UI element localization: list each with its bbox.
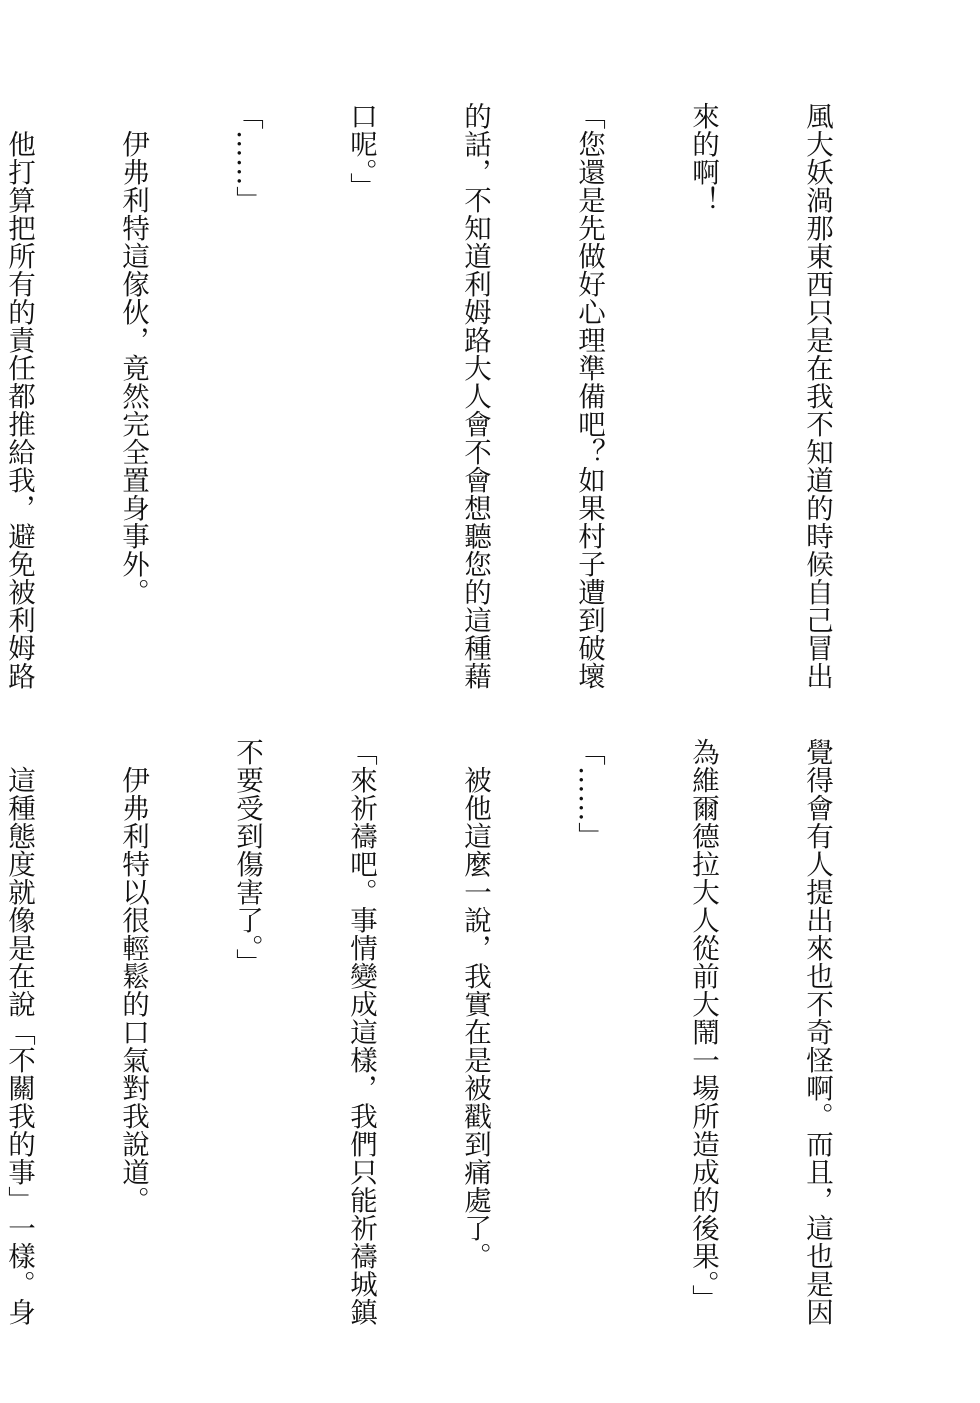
text-line: 「……」 <box>573 738 605 850</box>
text-line: 風大妖渦那東西只是在我不知道的時候自己冒出 <box>801 102 833 690</box>
text-line: 口呢。」 <box>345 102 377 201</box>
text-line: 覺得會有人提出來也不奇怪啊。而且，這也是因 <box>801 738 833 1326</box>
text-line: 「您還是先做好心理準備吧？如果村子遭到破壞 <box>573 102 605 690</box>
text-line: 被他這麼一說，我實在是被戳到痛處了。 <box>459 738 491 1270</box>
text-line: 的話，不知道利姆路大人會不會想聽您的這種藉 <box>459 102 491 690</box>
text-line: 來的啊！ <box>687 102 719 214</box>
text-line: 他打算把所有的責任都推給我，避免被利姆路 <box>3 102 35 690</box>
text-line: 「來祈禱吧。事情變成這樣，我們只能祈禱城鎮 <box>345 738 377 1326</box>
text-line: 這種態度就像是在說「不關我的事」一樣。身 <box>3 738 35 1326</box>
text-line: 伊弗利特這傢伙，竟然完全置身事外。 <box>117 102 149 606</box>
text-line: 伊弗利特以很輕鬆的口氣對我說道。 <box>117 738 149 1214</box>
text-line: 為維爾德拉大人從前大鬧一場所造成的後果。」 <box>687 738 719 1313</box>
text-block-bottom <box>0 738 912 1338</box>
text-block-top <box>0 102 912 702</box>
text-line: 不要受到傷害了。」 <box>231 738 263 977</box>
text-line: 「……」 <box>231 102 263 214</box>
